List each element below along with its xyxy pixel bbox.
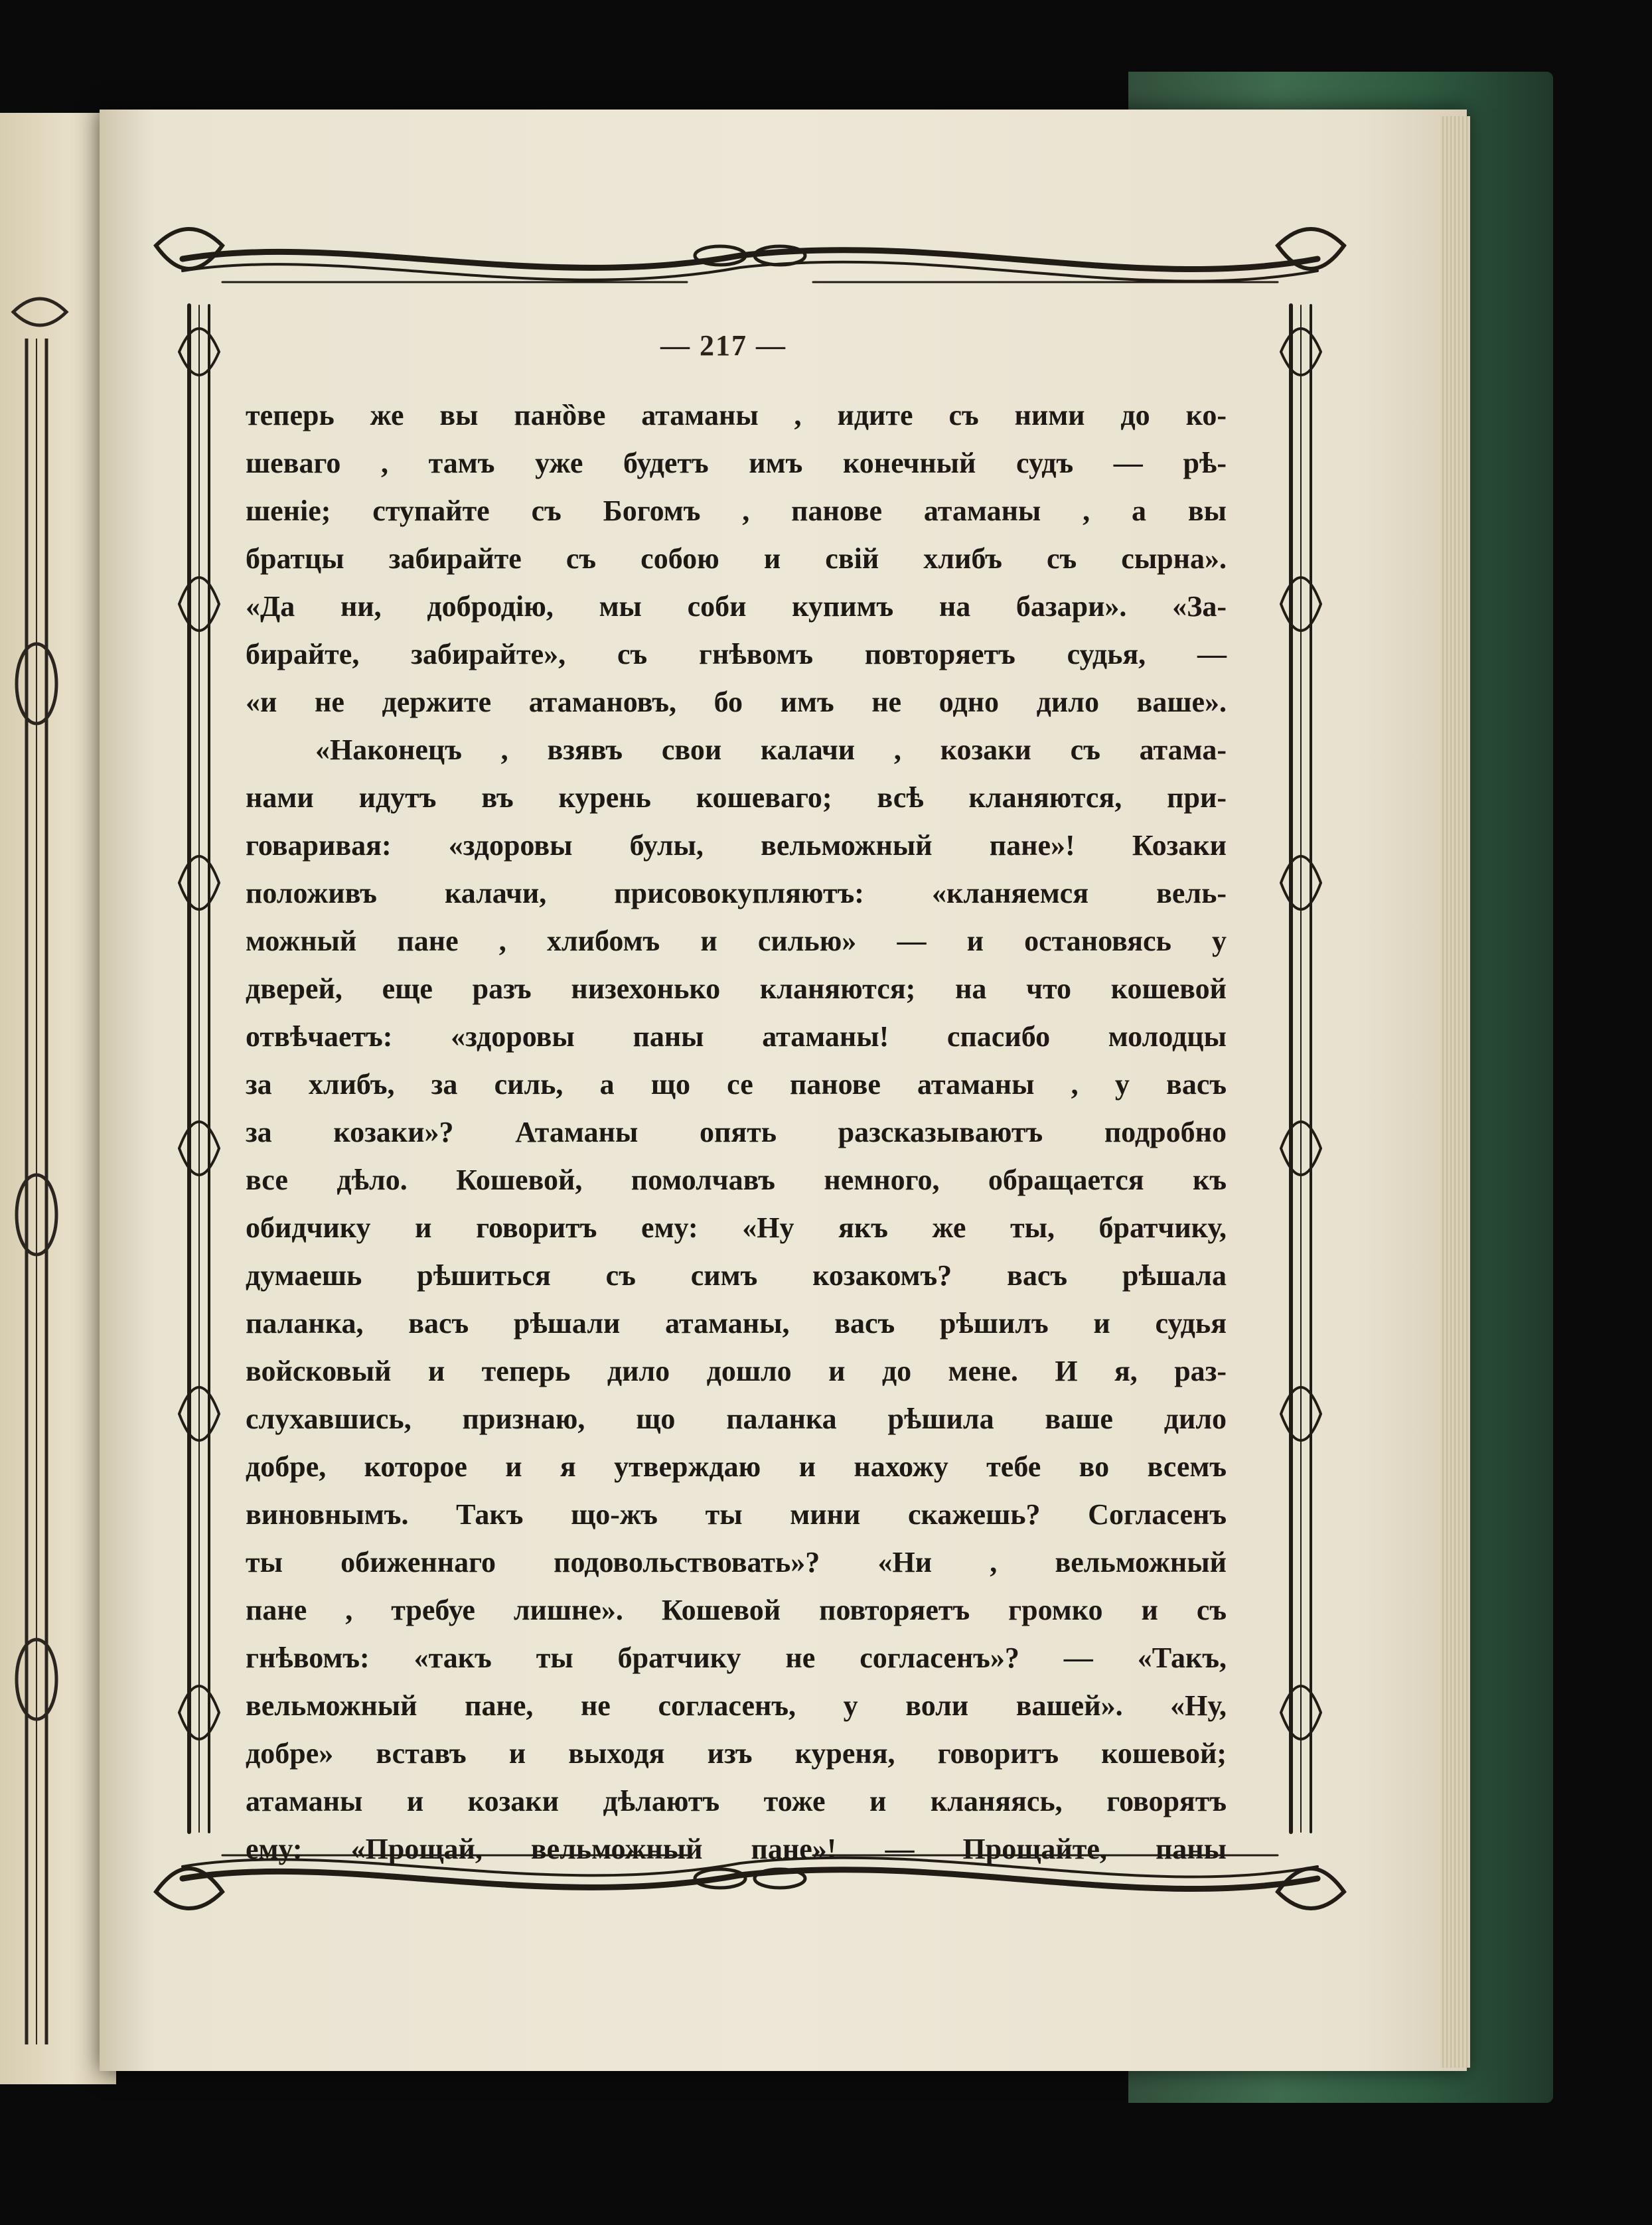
text-line: «Наконецъ , взявъ свои калачи , козаки съ атама- [315,733,1227,766]
text-line: ему: «Прощай, вельможный пане»! — Прощайте, паны [246,1833,1227,1865]
text-line: братцы забирайте съ собою и свій хлибъ съ сырна». [246,542,1227,575]
text-line: добре, которое и я утверждаю и нахожу тебе во всемъ [246,1450,1227,1483]
text-line: виновнымъ. Такъ що-жъ ты мини скажешь? Согласенъ [246,1498,1227,1531]
text-line: за хлибъ, за силь, а що се панове атаманы , у васъ [246,1068,1227,1101]
text-line: все дѣло. Кошевой, помолчавъ немного, обращается къ [246,1164,1227,1196]
text-line: говаривая: «здоровы булы, вельможный пане»! Козаки [246,829,1227,862]
text-line: атаманы и козаки дѣлаютъ тоже и кланяясь, говорятъ [246,1785,1227,1817]
page-number: — 217 — [660,329,787,362]
left-page-ornament [0,285,80,2078]
text-line: можный пане , хлибомъ и силью» — и остановясь у [246,925,1227,957]
text-line: дверей, еще разъ низехонько кланяются; на что кошевой [246,972,1227,1005]
text-line: шеніе; ступайте съ Богомъ , панове атаманы , а вы [246,495,1227,527]
text-line: нами идутъ въ курень кошеваго; всѣ кланяются, при- [246,781,1227,814]
body-text [246,392,1227,1873]
text-line: теперь же вы панȍве атаманы , идите съ ними до ко- [246,399,1227,431]
text-line: положивъ калачи, присовокупляютъ: «кланяемся вель- [246,877,1227,909]
text-line: добре» вставъ и выходя изъ куреня, говоритъ кошевой; [246,1737,1227,1770]
page-edges [1440,116,1470,2068]
text-line: паланка, васъ рѣшали атаманы, васъ рѣшилъ и судья [246,1307,1227,1340]
text-line: за козаки»? Атаманы опять разсказываютъ подробно [246,1116,1227,1148]
text-line: пане , требуе лишне». Кошевой повторяетъ громко и съ [246,1594,1227,1626]
text-line: думаешь рѣшиться съ симъ козакомъ? васъ рѣшала [246,1259,1227,1292]
text-line: «и не держите атамановъ, бо имъ не одно дило ваше». [246,686,1227,718]
text-line: войсковый и теперь дило дошло и до мене. И я, раз- [246,1355,1227,1387]
text-line: «Да ни, добродію, мы соби купимъ на базари». «За- [246,590,1227,623]
text-line: отвѣчаетъ: «здоровы паны атаманы! спасибо молодцы [246,1020,1227,1053]
text-line: вельможный пане, не согласенъ, у воли вашей». «Ну, [246,1689,1227,1722]
text-line: обидчику и говоритъ ему: «Ну якъ же ты, братчику, [246,1211,1227,1244]
text-line: слухавшись, признаю, що паланка рѣшила ваше дило [246,1403,1227,1435]
text-line: шеваго , тамъ уже будетъ имъ конечный судъ — рѣ- [246,447,1227,479]
text-line: бирайте, забирайте», съ гнѣвомъ повторяетъ судья, — [246,638,1227,670]
left-page-edge [0,113,116,2084]
text-line: гнѣвомъ: «такъ ты братчику не согласенъ»? — «Такъ, [246,1642,1227,1674]
text-line: ты обиженнаго подовольствовать»? «Ни , вельможный [246,1546,1227,1578]
